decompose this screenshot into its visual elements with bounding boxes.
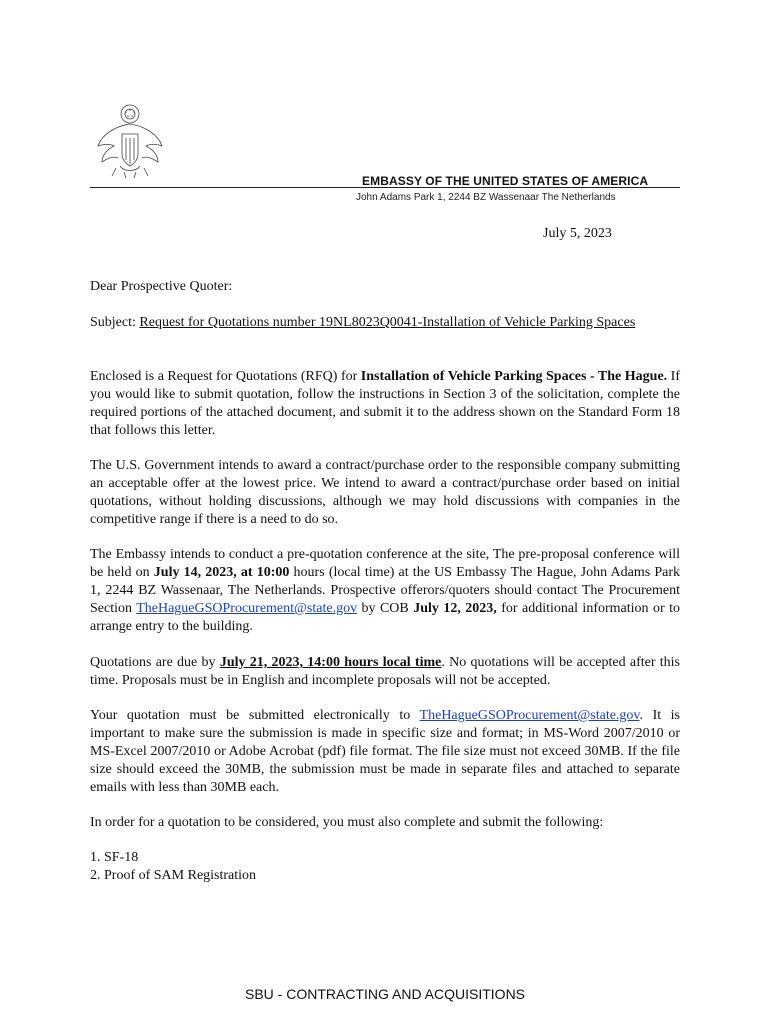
p3-conference-date: July 14, 2023, at 10:00 <box>153 565 290 580</box>
paragraph-3 <box>90 546 680 636</box>
p3-text-d: by COB <box>357 601 414 616</box>
p1-text-c: If you would like to submit quotation, follow the instructions in Section 3 of the solicitation, complete the required portions of the attached document, and submit it to the address shown on the Standard Form 18 that follows this letter. <box>90 369 681 438</box>
subject-line <box>90 314 680 332</box>
list-item: 1. SF-18 <box>90 850 139 865</box>
embassy-address: John Adams Park 1, 2244 BZ Wassenaar The Netherlands <box>356 192 616 203</box>
paragraph-1 <box>90 368 680 440</box>
header-rule <box>90 187 680 188</box>
p1-text-a: Enclosed is a Request for Quotations (RFQ) for <box>90 369 361 384</box>
p3-cob-date: July 12, 2023, <box>413 601 497 616</box>
paragraph-4 <box>90 654 680 690</box>
letter-date: July 5, 2023 <box>543 226 612 241</box>
paragraph-2: The U.S. Government intends to award a contract/purchase order to the responsible company submitting an acceptable offer at the lowest price. We intend to award a contract/purchase order based on initial quotations, without holding discussions, although we may hold discussions with companies in the competitive range if there is a need to do so. <box>90 458 680 527</box>
p3-text-f: for additional information or to arrange entry to the building. <box>90 601 680 634</box>
procurement-email-link[interactable]: TheHagueGSOProcurement@state.gov <box>136 601 358 616</box>
submission-email-link[interactable]: TheHagueGSOProcurement@state.gov <box>419 708 640 723</box>
p4-text-a: Quotations are due by <box>90 655 220 670</box>
embassy-name: EMBASSY OF THE UNITED STATES OF AMERICA <box>362 174 649 188</box>
requirements-list <box>90 849 680 885</box>
embassy-seal-icon <box>96 100 164 180</box>
p5-text-b: . It is important to make sure the submission is made in specific size and format; in MS-Word 2007/2010 or MS-Excel 2007/2010 or Adobe Acrobat (pdf) file format. The file size must not exceed 30MB. If the file size should exceed the 30MB, the submission must be made in separate files and attached to separate emails with less than 30MB each. <box>90 708 681 795</box>
subject-text: Request for Quotations number 19NL8023Q0041-Installation of Vehicle Parking Spaces <box>139 315 636 330</box>
paragraph-6: In order for a quotation to be considered, you must also complete and submit the following: <box>90 815 604 830</box>
p1-project-title: Installation of Vehicle Parking Spaces - The Hague. <box>360 369 668 384</box>
p4-due-date: July 21, 2023, 14:00 hours local time <box>219 655 442 670</box>
p4-text-c: . No quotations will be accepted after this time. Proposals must be in English and incomplete proposals will not be accepted. <box>90 655 680 688</box>
list-item: 2. Proof of SAM Registration <box>90 868 257 883</box>
paragraph-5 <box>90 707 680 797</box>
p3-text-c: hours (local time) at the US Embassy The Hague, John Adams Park 1, 2244 BZ Wassenaar, The Netherlands. Prospective offerors/quoters should contact The Procurement Section <box>90 565 680 616</box>
subject-label: Subject: <box>90 315 140 330</box>
p5-text-a: Your quotation must be submitted electronically to <box>90 708 420 723</box>
salutation: Dear Prospective Quoter: <box>90 279 233 294</box>
p3-text-a: The Embassy intends to conduct a pre-quotation conference at the site, The pre-proposal conference will be held on <box>90 547 680 580</box>
footer-classification: SBU - CONTRACTING AND ACQUISITIONS <box>244 986 526 1002</box>
